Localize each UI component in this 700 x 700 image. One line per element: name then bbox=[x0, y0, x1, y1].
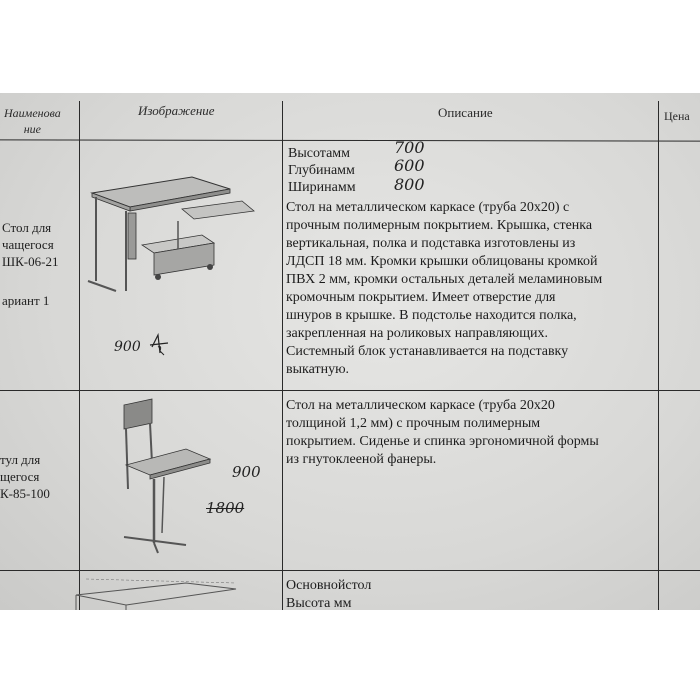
row2-desc-line: из гнутоклееной фанеры. bbox=[286, 452, 437, 467]
dim-height-value: 700 bbox=[394, 138, 425, 157]
dim-depth-unit: мм bbox=[337, 163, 355, 178]
row1-desc-line: ПВХ 2 мм, кромки остальных деталей меламиновым bbox=[286, 272, 603, 287]
row1-desc-line: закрепленная на роликовых направляющих. bbox=[286, 326, 549, 341]
row1-desc-line: кромочным покрытием. Имеет отверстие для bbox=[286, 290, 556, 305]
header-name-line2: ние bbox=[23, 122, 41, 136]
dim-height bbox=[288, 138, 425, 162]
dim-width bbox=[288, 175, 425, 196]
row1-name-line4: ариант 1 bbox=[2, 293, 50, 308]
header-price: Цена bbox=[664, 109, 690, 123]
document-photo bbox=[0, 93, 700, 610]
dim-depth-label: Глубина bbox=[288, 163, 338, 178]
dim-depth bbox=[288, 156, 425, 179]
row2-name-line2: щегося bbox=[0, 469, 40, 484]
row1-desc-line: Системный блок устанавливается на подставку bbox=[286, 344, 569, 359]
row2-desc-line: толщиной 1,2 мм) с прочным полимерным bbox=[286, 416, 541, 431]
row2-handwritten-struck: 1800 bbox=[206, 499, 245, 517]
dim-width-unit: мм bbox=[337, 180, 356, 195]
row1-name-line3: ШК-06-21 bbox=[2, 254, 59, 269]
desk-drawing bbox=[82, 173, 262, 303]
col1-rule bbox=[79, 101, 80, 610]
dim-width-value: 800 bbox=[394, 175, 425, 194]
col2-rule bbox=[282, 101, 283, 610]
header-name bbox=[4, 105, 61, 137]
row1-description bbox=[286, 199, 602, 379]
row1-desc-line: вертикальная, полка и подставка изготовлены из bbox=[286, 236, 576, 251]
row1-handwritten-mark bbox=[148, 333, 170, 357]
row2-handwritten-note: 900 bbox=[232, 463, 261, 481]
row1-desc-line: Стол на металлическом каркасе (труба 20х20) с bbox=[286, 200, 570, 215]
row1-desc-line: выкатную. bbox=[286, 362, 350, 377]
row2-desc-line: Стол на металлическом каркасе (труба 20х20 bbox=[286, 398, 555, 413]
dim-height-label: Высота bbox=[288, 146, 333, 161]
row1-name bbox=[2, 219, 58, 309]
row1-name-line2: чащегося bbox=[2, 237, 54, 252]
chair-drawing bbox=[110, 393, 230, 563]
row1-desc-line: ЛДСП 18 мм. Кромки крышки облицованы кромкой bbox=[286, 254, 598, 269]
row2-desc-line: покрытием. Сиденье и спинка эргономичной формы bbox=[286, 434, 599, 449]
dim-width-label: Ширина bbox=[288, 180, 338, 195]
row1-handwritten-note: 900 bbox=[114, 339, 141, 355]
dim-depth-value: 600 bbox=[394, 156, 425, 175]
row2-name-line3: К-85-100 bbox=[0, 486, 50, 501]
row2-name bbox=[0, 451, 50, 502]
table-drawing-partial bbox=[66, 577, 246, 610]
row2-description bbox=[286, 397, 599, 469]
row1-bottom-rule bbox=[0, 390, 700, 391]
row2-name-line1: тул для bbox=[0, 452, 41, 467]
row1-name-line1: Стол для bbox=[2, 220, 52, 235]
row3-description bbox=[286, 577, 371, 610]
dim-height-unit: мм bbox=[332, 146, 350, 161]
row1-desc-line: шнуров в крышке. В подстолье находится полка, bbox=[286, 308, 577, 323]
row1-dims bbox=[288, 138, 425, 196]
row2-bottom-rule bbox=[0, 570, 700, 571]
row3-desc-line: Основнойстол bbox=[286, 578, 372, 593]
row1-desc-line: прочным полимерным покрытием. Крышка, стенка bbox=[286, 218, 593, 233]
header-description: Описание bbox=[438, 105, 493, 120]
row3-desc-line: Высота мм bbox=[286, 596, 352, 610]
header-image: Изображение bbox=[138, 103, 215, 118]
header-name-line1: Наименова bbox=[4, 106, 61, 120]
col3-rule bbox=[658, 101, 659, 610]
